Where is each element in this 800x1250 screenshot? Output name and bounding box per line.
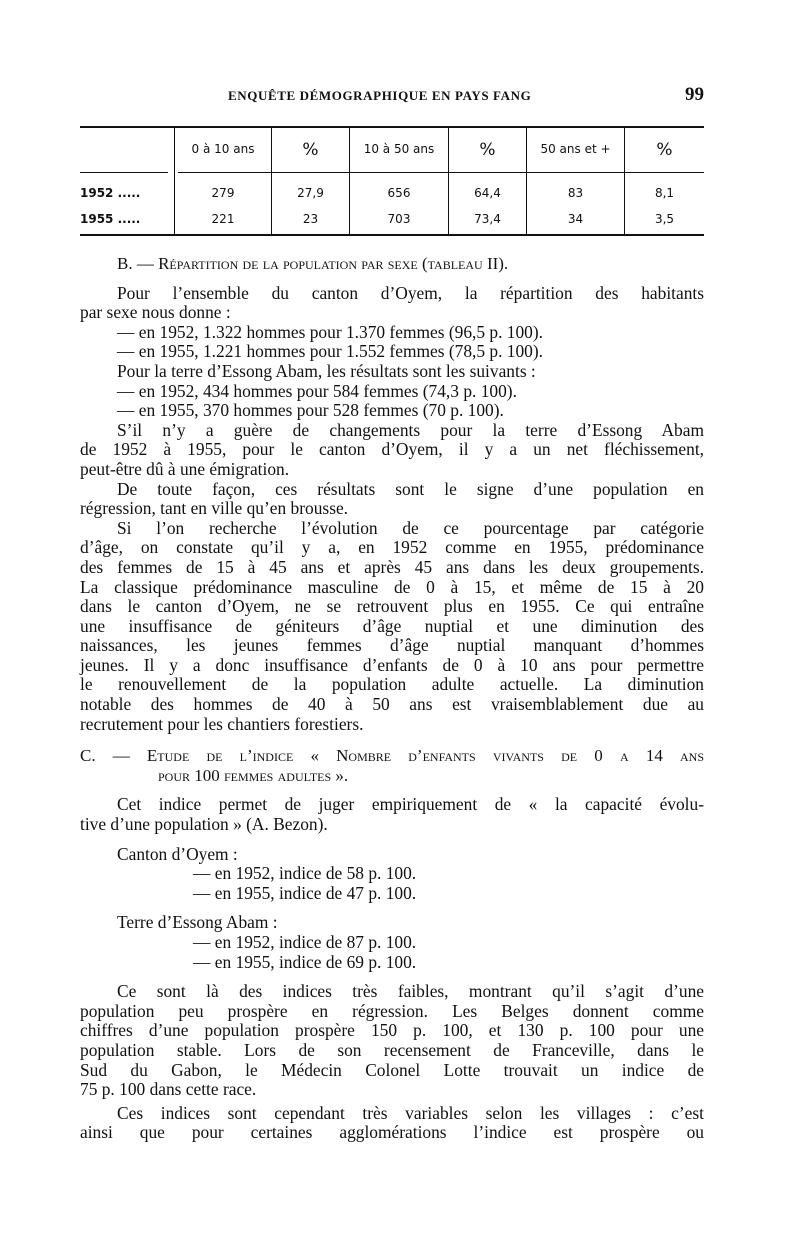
list-item: — en 1952, 434 hommes pour 584 femmes (74,3 p. 100). — [117, 380, 517, 401]
text-line: Pour la terre d’Essong Abam, les résultats sont les suivants : — [117, 360, 536, 381]
text-line: naissances, les jeunes femmes d’âge nuptial manquant d’hommes — [80, 635, 704, 656]
table-cell: 703 — [387, 212, 411, 226]
text-line: notable des hommes de 40 à 50 ans est vraisemblablement due au — [80, 694, 704, 715]
table-cell: 3,5 — [654, 212, 675, 226]
table-header-rule — [178, 172, 704, 173]
text-line: Si l’on recherche l’évolution de ce pourcentage par catégorie — [117, 517, 704, 538]
table-bottom-rule — [80, 234, 704, 236]
text-line: tive d’une population » (A. Bezon). — [80, 814, 328, 835]
page-body — [80, 254, 704, 1143]
text-line: De toute façon, ces résultats sont le signe d’une population en — [117, 478, 704, 499]
text-line: Cet indice permet de juger empiriquement de « la capacité évolu- — [117, 794, 704, 815]
text-line: dans le canton d’Oyem, ne se retrouvent plus en 1955. Ce qui entraîne — [80, 596, 704, 617]
text-line: 75 p. 100 dans cette race. — [80, 1079, 257, 1100]
page-header — [80, 84, 704, 108]
text-line: Ces indices sont cependant très variables selon les villages : c’est — [117, 1102, 704, 1123]
text-line: peut-être dû à une émigration. — [80, 458, 290, 479]
table-cell: 221 — [211, 212, 235, 226]
text-line: population peu prospère en régression. Les Belges donnent comme — [80, 1000, 704, 1021]
table-cell: 73,4 — [474, 212, 501, 226]
text-line: S’il n’y a guère de changements pour la terre d’Essong Abam — [117, 419, 704, 440]
section-heading-b: B. — Répartition de la population par sexe (tableau II). — [117, 254, 509, 273]
text-line: ainsi que pour certaines agglomérations l’indice est prospère ou — [80, 1122, 704, 1143]
page-number: 99 — [685, 84, 704, 105]
running-title: ENQUÊTE DÉMOGRAPHIQUE EN PAYS FANG — [228, 88, 532, 103]
table-cell: 83 — [567, 186, 584, 200]
table-cell: 656 — [387, 186, 411, 200]
text-line: d’âge, on constate qu’il y a, en 1952 comme en 1955, prédominance — [80, 537, 704, 558]
text-line: recrutement pour les chantiers forestiers. — [80, 713, 364, 734]
group-label: Canton d’Oyem : — [117, 843, 238, 864]
list-item: — en 1955, 1.221 hommes pour 1.552 femmes (78,5 p. 100). — [117, 341, 544, 362]
text-line: régression, tant en ville qu’en brousse. — [80, 498, 349, 519]
group-label: Terre d’Essong Abam : — [117, 912, 278, 933]
column-header: % — [302, 140, 319, 160]
column-header: 50 ans et + — [540, 142, 611, 156]
text-line: Sud du Gabon, le Médecin Colonel Lotte trouvait un indice de — [80, 1059, 704, 1080]
spacer — [80, 734, 704, 746]
row-label: 1952 ..... — [80, 186, 141, 200]
column-header: % — [656, 140, 673, 160]
list-item: — en 1952, indice de 87 p. 100. — [193, 932, 417, 952]
list-item: — en 1955, indice de 47 p. 100. — [193, 882, 417, 903]
list-item: — en 1952, indice de 58 p. 100. — [193, 863, 417, 884]
table-stub-rule — [80, 172, 168, 173]
table-cell: 64,4 — [474, 186, 501, 200]
table-cell: 27,9 — [297, 186, 324, 200]
row-label: 1955 ..... — [80, 212, 141, 226]
table-cell: 8,1 — [654, 186, 675, 200]
section-heading-c: C. — Etude de l’indice « Nombre d’enfants vivants de 0 a 14 ans — [80, 746, 704, 766]
text-line: Ce sont là des indices très faibles, montrant qu’il s’agit d’une — [117, 981, 704, 1002]
column-header: 10 à 50 ans — [363, 142, 435, 156]
text-line: de 1952 à 1955, pour le canton d’Oyem, il y a un net fléchissement, — [80, 439, 704, 460]
table-cell: 34 — [567, 212, 584, 226]
section-heading-c-cont: pour 100 femmes adultes ». — [158, 765, 349, 785]
text-line: des femmes de 15 à 45 ans et après 45 ans dans les deux groupements. — [80, 556, 704, 577]
table-cell: 23 — [302, 212, 319, 226]
list-item: — en 1955, 370 hommes pour 528 femmes (70 p. 100). — [117, 400, 504, 421]
table-cell: 279 — [211, 186, 235, 200]
text-line: par sexe nous donne : — [80, 302, 231, 323]
text-line: Pour l’ensemble du canton d’Oyem, la répartition des habitants — [117, 282, 704, 303]
text-line: le renouvellement de la population adulte actuelle. La diminution — [80, 674, 704, 695]
list-item: — en 1955, indice de 69 p. 100. — [193, 951, 417, 972]
text-line: population stable. Lors de son recensement de Franceville, dans le — [80, 1039, 704, 1060]
text-line: une insuffisance de géniteurs d’âge nuptial et une diminution des — [80, 615, 704, 636]
column-header: 0 à 10 ans — [191, 142, 255, 156]
text-line: chiffres d’une population prospère 150 p. 100, et 130 p. 100 pour une — [80, 1020, 704, 1041]
list-item: — en 1952, 1.322 hommes pour 1.370 femmes (96,5 p. 100). — [117, 321, 544, 342]
text-line: La classique prédominance masculine de 0 à 15, et même de 15 à 20 — [80, 576, 704, 597]
column-header: % — [479, 140, 496, 160]
text-line: jeunes. Il y a donc insuffisance d’enfants de 0 à 10 ans pour permettre — [80, 654, 704, 675]
age-distribution-table — [80, 126, 704, 238]
